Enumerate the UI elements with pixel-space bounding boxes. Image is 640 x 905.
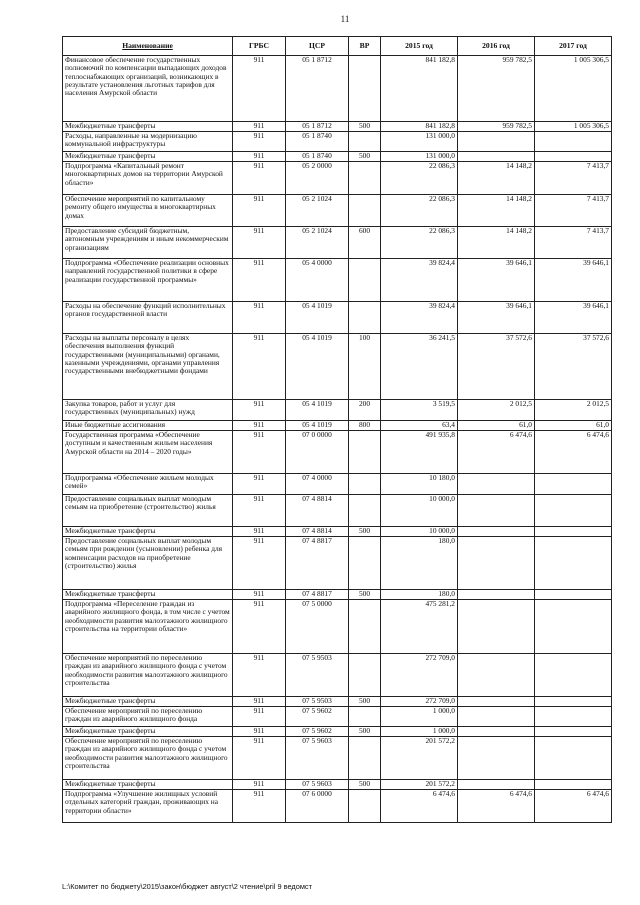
cell-2016: [458, 654, 535, 697]
cell-name: Межбюджетные трансферты: [63, 152, 233, 162]
cell-csr: 07 5 9603: [286, 737, 349, 780]
cell-2015: 10 000,0: [381, 527, 458, 537]
cell-csr: 07 4 8814: [286, 527, 349, 537]
cell-name: Подпрограмма «Переселение граждан из аварийного жилищного фонда, в том числе с учетом необходимости развития малоэтажного жилищного строительства на территории области»: [63, 600, 233, 654]
cell-name: Обеспечение мероприятий по переселению граждан из аварийного жилищного фонда с учетом необходимости развития малоэтажного жилищного строительства: [63, 737, 233, 780]
cell-2017: [535, 600, 612, 654]
cell-vr: 500: [349, 697, 381, 707]
cell-csr: 07 5 9503: [286, 654, 349, 697]
table-row: [63, 590, 612, 600]
table-row: [63, 56, 612, 122]
cell-2016: 6 474,6: [458, 431, 535, 474]
table-row: [63, 334, 612, 400]
cell-2016: [458, 495, 535, 527]
cell-csr: 07 4 0000: [286, 474, 349, 495]
cell-name: Подпрограмма «Обеспечение жильем молодых семей»: [63, 474, 233, 495]
cell-grbs: 911: [233, 302, 286, 334]
cell-name: Расходы, направленные на модернизацию коммунальной инфраструктуры: [63, 132, 233, 152]
cell-vr: 200: [349, 400, 381, 421]
table-row: [63, 495, 612, 527]
cell-name: Межбюджетные трансферты: [63, 122, 233, 132]
cell-name: Расходы на выплаты персоналу в целях обеспечения выполнения функций государственными (муниципальными) органами, казенными учреждениями, органами управления государственными внебюджетными фондами: [63, 334, 233, 400]
cell-vr: [349, 302, 381, 334]
table-row: [63, 654, 612, 697]
table-row: [63, 152, 612, 162]
cell-2016: [458, 780, 535, 790]
cell-2016: 6 474,6: [458, 790, 535, 823]
cell-2015: 491 935,8: [381, 431, 458, 474]
cell-2015: 180,0: [381, 537, 458, 590]
cell-csr: 05 2 1024: [286, 195, 349, 227]
cell-2016: [458, 707, 535, 727]
cell-2017: [535, 537, 612, 590]
cell-2017: [535, 727, 612, 737]
budget-table: [62, 36, 612, 823]
cell-2017: [535, 590, 612, 600]
header-2017: 2017 год: [535, 37, 612, 56]
cell-2015: 841 182,8: [381, 122, 458, 132]
cell-vr: 500: [349, 780, 381, 790]
cell-2017: 7 413,7: [535, 162, 612, 195]
cell-grbs: 911: [233, 537, 286, 590]
header-2016: 2016 год: [458, 37, 535, 56]
cell-name: Подпрограмма «Улучшение жилищных условий отдельных категорий граждан, проживающих на территории области»: [63, 790, 233, 823]
table-row: [63, 259, 612, 302]
cell-csr: 05 1 8712: [286, 56, 349, 122]
cell-name: Межбюджетные трансферты: [63, 697, 233, 707]
cell-vr: [349, 195, 381, 227]
table-row: [63, 790, 612, 823]
cell-name: Закупка товаров, работ и услуг для государственных (муниципальных) нужд: [63, 400, 233, 421]
cell-2015: 131 000,0: [381, 152, 458, 162]
table-row: [63, 707, 612, 727]
cell-name: Государственная программа «Обеспечение доступным и качественным жильем населения Амурской области на 2014 – 2020 годы»: [63, 431, 233, 474]
cell-name: Межбюджетные трансферты: [63, 590, 233, 600]
cell-2017: [535, 527, 612, 537]
cell-grbs: 911: [233, 654, 286, 697]
table-row: [63, 400, 612, 421]
table-row: [63, 227, 612, 259]
cell-vr: [349, 654, 381, 697]
cell-2015: 180,0: [381, 590, 458, 600]
cell-vr: [349, 162, 381, 195]
cell-2017: 39 646,1: [535, 302, 612, 334]
cell-grbs: 911: [233, 400, 286, 421]
cell-2016: [458, 152, 535, 162]
cell-2016: 2 012,5: [458, 400, 535, 421]
cell-csr: 07 5 0000: [286, 600, 349, 654]
cell-name: Расходы на обеспечение функций исполнительных органов государственной власти: [63, 302, 233, 334]
cell-2017: [535, 132, 612, 152]
cell-2017: [535, 697, 612, 707]
cell-2015: 272 709,0: [381, 697, 458, 707]
cell-csr: 05 4 1019: [286, 421, 349, 431]
cell-csr: 05 4 1019: [286, 400, 349, 421]
cell-2015: 131 000,0: [381, 132, 458, 152]
cell-2015: 1 000,0: [381, 727, 458, 737]
cell-csr: 07 4 8817: [286, 537, 349, 590]
cell-grbs: 911: [233, 737, 286, 780]
table-row: [63, 727, 612, 737]
cell-2015: 1 000,0: [381, 707, 458, 727]
table-row: [63, 132, 612, 152]
cell-2017: [535, 474, 612, 495]
cell-2017: [535, 654, 612, 697]
cell-csr: 05 2 0000: [286, 162, 349, 195]
cell-grbs: 911: [233, 195, 286, 227]
table-row: [63, 431, 612, 474]
cell-2017: [535, 737, 612, 780]
file-path-footer: L:\Комитет по бюджету\2015\закон\бюджет август\2 чтение\pril 9 ведомст: [62, 882, 313, 891]
cell-grbs: 911: [233, 527, 286, 537]
cell-2016: [458, 527, 535, 537]
cell-2015: 39 824,4: [381, 302, 458, 334]
cell-name: Межбюджетные трансферты: [63, 527, 233, 537]
cell-2016: 959 782,5: [458, 56, 535, 122]
cell-2016: [458, 737, 535, 780]
cell-csr: 05 1 8712: [286, 122, 349, 132]
cell-2017: 1 005 306,5: [535, 122, 612, 132]
cell-csr: 07 4 8814: [286, 495, 349, 527]
cell-2017: [535, 707, 612, 727]
cell-2015: 36 241,5: [381, 334, 458, 400]
cell-vr: 500: [349, 590, 381, 600]
cell-csr: 05 1 8740: [286, 132, 349, 152]
cell-2016: 14 148,2: [458, 162, 535, 195]
cell-vr: [349, 431, 381, 474]
cell-grbs: 911: [233, 227, 286, 259]
cell-2015: 201 572,2: [381, 780, 458, 790]
cell-2016: 37 572,6: [458, 334, 535, 400]
header-csr: ЦСР: [286, 37, 349, 56]
cell-grbs: 911: [233, 162, 286, 195]
header-vr: ВР: [349, 37, 381, 56]
table-row: [63, 527, 612, 537]
table-row: [63, 537, 612, 590]
cell-2017: [535, 495, 612, 527]
cell-vr: 600: [349, 227, 381, 259]
cell-vr: 500: [349, 122, 381, 132]
cell-vr: [349, 790, 381, 823]
cell-csr: 07 0 0000: [286, 431, 349, 474]
table-row: [63, 600, 612, 654]
cell-csr: 07 4 8817: [286, 590, 349, 600]
cell-2015: 475 281,2: [381, 600, 458, 654]
cell-csr: 07 5 9503: [286, 697, 349, 707]
cell-csr: 07 5 9603: [286, 780, 349, 790]
table-row: [63, 302, 612, 334]
cell-2016: 14 148,2: [458, 195, 535, 227]
cell-2015: 841 182,8: [381, 56, 458, 122]
cell-vr: [349, 600, 381, 654]
cell-2016: 14 148,2: [458, 227, 535, 259]
cell-csr: 07 5 9602: [286, 707, 349, 727]
cell-2015: 63,4: [381, 421, 458, 431]
cell-name: Межбюджетные трансферты: [63, 727, 233, 737]
cell-2016: [458, 697, 535, 707]
cell-grbs: 911: [233, 495, 286, 527]
cell-name: Иные бюджетные ассигнования: [63, 421, 233, 431]
cell-2016: [458, 590, 535, 600]
cell-vr: [349, 474, 381, 495]
cell-2015: 272 709,0: [381, 654, 458, 697]
cell-2015: 22 086,3: [381, 195, 458, 227]
cell-csr: 05 4 1019: [286, 302, 349, 334]
header-name: Наименование: [63, 37, 233, 56]
table-row: [63, 474, 612, 495]
cell-2015: 6 474,6: [381, 790, 458, 823]
table-row: [63, 737, 612, 780]
table-row: [63, 780, 612, 790]
cell-vr: 500: [349, 727, 381, 737]
cell-2016: 39 646,1: [458, 302, 535, 334]
cell-vr: [349, 56, 381, 122]
cell-2015: 10 000,0: [381, 495, 458, 527]
table-row: [63, 122, 612, 132]
cell-2015: 22 086,3: [381, 162, 458, 195]
cell-name: Предоставление социальных выплат молодым семьям на приобретение (строительство) жилья: [63, 495, 233, 527]
cell-vr: [349, 132, 381, 152]
cell-name: Предоставление социальных выплат молодым семьям при рождении (усыновлении) ребенка для компенсации расходов на приобретение (строительство) жилья: [63, 537, 233, 590]
header-2015: 2015 год: [381, 37, 458, 56]
table-header-row: [63, 37, 612, 56]
cell-2017: 2 012,5: [535, 400, 612, 421]
cell-name: Обеспечение мероприятий по переселению граждан из аварийного жилищного фонда: [63, 707, 233, 727]
cell-2016: [458, 474, 535, 495]
cell-csr: 05 1 8740: [286, 152, 349, 162]
table-row: [63, 421, 612, 431]
cell-grbs: 911: [233, 421, 286, 431]
cell-vr: [349, 707, 381, 727]
cell-name: Подпрограмма «Обеспечение реализации основных направлений государственной политики в сфере реализации государственной программы»: [63, 259, 233, 302]
cell-grbs: 911: [233, 152, 286, 162]
cell-2017: 7 413,7: [535, 227, 612, 259]
cell-2017: [535, 152, 612, 162]
page-number: 11: [340, 14, 350, 24]
cell-2016: 61,0: [458, 421, 535, 431]
cell-vr: [349, 259, 381, 302]
cell-2015: 39 824,4: [381, 259, 458, 302]
cell-grbs: 911: [233, 334, 286, 400]
cell-vr: [349, 495, 381, 527]
cell-name: Обеспечение мероприятий по капитальному ремонту общего имущества в многоквартирных домах: [63, 195, 233, 227]
cell-grbs: 911: [233, 259, 286, 302]
table-row: [63, 162, 612, 195]
cell-csr: 05 4 0000: [286, 259, 349, 302]
cell-grbs: 911: [233, 132, 286, 152]
cell-2015: 3 519,5: [381, 400, 458, 421]
cell-grbs: 911: [233, 590, 286, 600]
cell-2016: 959 782,5: [458, 122, 535, 132]
cell-csr: 05 2 1024: [286, 227, 349, 259]
table-row: [63, 697, 612, 707]
cell-grbs: 911: [233, 790, 286, 823]
cell-name: Финансовое обеспечение государственных полномочий по компенсации выпадающих доходов теплоснабжающих организаций, возникающих в результате установления льготных тарифов для населения Амурской области: [63, 56, 233, 122]
cell-2017: 6 474,6: [535, 431, 612, 474]
cell-2016: [458, 537, 535, 590]
cell-csr: 07 6 0000: [286, 790, 349, 823]
cell-grbs: 911: [233, 56, 286, 122]
cell-name: Предоставление субсидий бюджетным, автономным учреждениям и иным некоммерческим организациям: [63, 227, 233, 259]
cell-grbs: 911: [233, 474, 286, 495]
cell-name: Обеспечение мероприятий по переселению граждан из аварийного жилищного фонда с учетом необходимости развития малоэтажного жилищного строительства: [63, 654, 233, 697]
cell-2015: 201 572,2: [381, 737, 458, 780]
cell-grbs: 911: [233, 122, 286, 132]
cell-grbs: 911: [233, 431, 286, 474]
cell-name: Подпрограмма «Капитальный ремонт многоквартирных домов на территории Амурской области»: [63, 162, 233, 195]
cell-2017: 6 474,6: [535, 790, 612, 823]
cell-grbs: 911: [233, 697, 286, 707]
cell-2016: [458, 600, 535, 654]
header-grbs: ГРБС: [233, 37, 286, 56]
cell-vr: 500: [349, 527, 381, 537]
cell-vr: 500: [349, 152, 381, 162]
cell-vr: 100: [349, 334, 381, 400]
cell-2017: 1 005 306,5: [535, 56, 612, 122]
cell-name: Межбюджетные трансферты: [63, 780, 233, 790]
table-row: [63, 195, 612, 227]
table-body: [63, 56, 612, 823]
cell-grbs: 911: [233, 727, 286, 737]
cell-vr: [349, 737, 381, 780]
cell-2017: 39 646,1: [535, 259, 612, 302]
cell-2016: [458, 132, 535, 152]
cell-2017: 7 413,7: [535, 195, 612, 227]
cell-2017: 37 572,6: [535, 334, 612, 400]
cell-2017: [535, 780, 612, 790]
cell-grbs: 911: [233, 780, 286, 790]
cell-2016: 39 646,1: [458, 259, 535, 302]
cell-vr: [349, 537, 381, 590]
cell-csr: 05 4 1019: [286, 334, 349, 400]
cell-2017: 61,0: [535, 421, 612, 431]
cell-grbs: 911: [233, 600, 286, 654]
cell-vr: 800: [349, 421, 381, 431]
cell-2015: 22 086,3: [381, 227, 458, 259]
cell-csr: 07 5 9602: [286, 727, 349, 737]
cell-2016: [458, 727, 535, 737]
cell-grbs: 911: [233, 707, 286, 727]
cell-2015: 10 180,0: [381, 474, 458, 495]
